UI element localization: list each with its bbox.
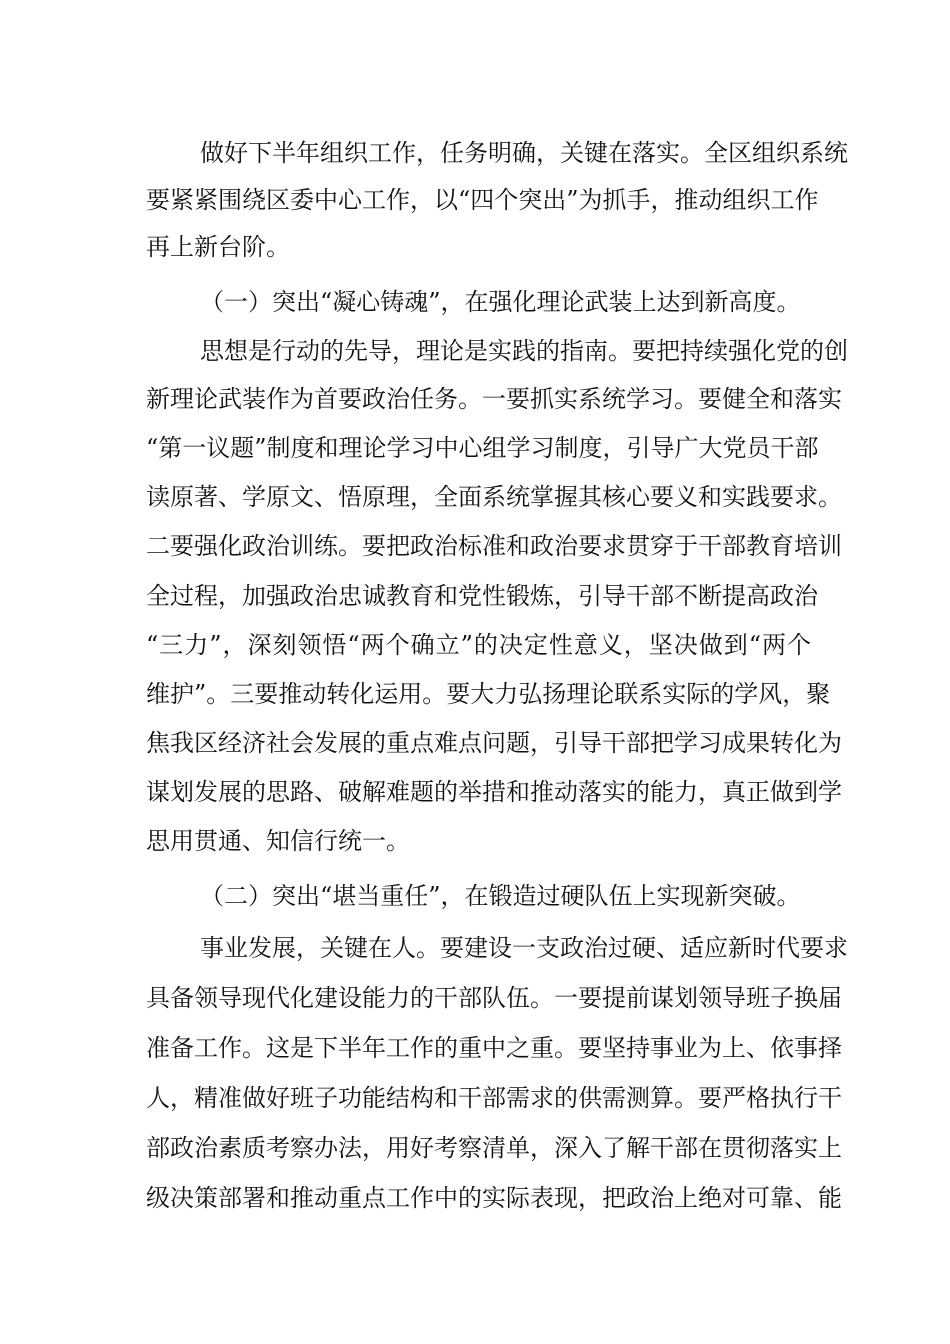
section-1-line-2: 新理论武装作为首要政治任务。一要抓实系统学习。要健全和落实: [146, 385, 842, 413]
section-1-line-9: 焦我区经济社会发展的重点难点问题，引导干部把学习成果转化为: [146, 729, 842, 757]
section-2-line-3: 准备工作。这是下半年工作的重中之重。要坚持事业为上、依事择: [146, 1034, 842, 1062]
section-1-line-4: 读原著、学原文、悟原理，全面系统掌握其核心要义和实践要求。: [146, 483, 842, 511]
intro-line-2: 要紧紧围绕区委中心工作，以“四个突出”为抓手，推动组织工作: [146, 186, 819, 214]
section-1-line-1: 思想是行动的先导，理论是实践的指南。要把持续强化党的创: [200, 337, 848, 365]
intro-line-3: 再上新台阶。: [146, 233, 290, 261]
intro-line-1: 做好下半年组织工作，任务明确，关键在落实。全区组织系统: [200, 139, 848, 167]
section-2-line-6: 级决策部署和推动重点工作中的实际表现，把政治上绝对可靠、能: [146, 1184, 842, 1212]
section-1-line-11: 思用贯通、知信行统一。: [146, 827, 410, 855]
section-2-line-4: 人，精准做好班子功能结构和干部需求的供需测算。要严格执行干: [146, 1084, 842, 1112]
section-1-line-10: 谋划发展的思路、破解难题的举措和推动落实的能力，真正做到学: [146, 778, 842, 806]
section-1-line-8: 维护”。三要推动转化运用。要大力弘扬理论联系实际的学风，聚: [146, 680, 831, 708]
section-2-heading: （二）突出“堪当重任”，在锻造过硬队伍上实现新突破。: [200, 882, 801, 910]
section-1-line-6: 全过程，加强政治忠诚教育和党性锻炼，引导干部不断提高政治: [146, 582, 818, 610]
section-2-line-1: 事业发展，关键在人。要建设一支政治过硬、适应新时代要求: [200, 934, 848, 962]
section-2-line-2: 具备领导现代化建设能力的干部队伍。一要提前谋划领导班子换届: [146, 984, 842, 1012]
section-1-line-5: 二要强化政治训练。要把政治标准和政治要求贯穿于干部教育培训: [146, 532, 842, 560]
section-1-line-7: “三力”，深刻领悟“两个确立”的决定性意义，坚决做到“两个: [146, 631, 811, 659]
section-1-line-3: “第一议题”制度和理论学习中心组学习制度，引导广大党员干部: [146, 434, 819, 462]
section-2-line-5: 部政治素质考察办法，用好考察清单，深入了解干部在贯彻落实上: [146, 1134, 842, 1162]
section-1-heading: （一）突出“凝心铸魂”，在强化理论武装上达到新高度。: [200, 288, 801, 316]
